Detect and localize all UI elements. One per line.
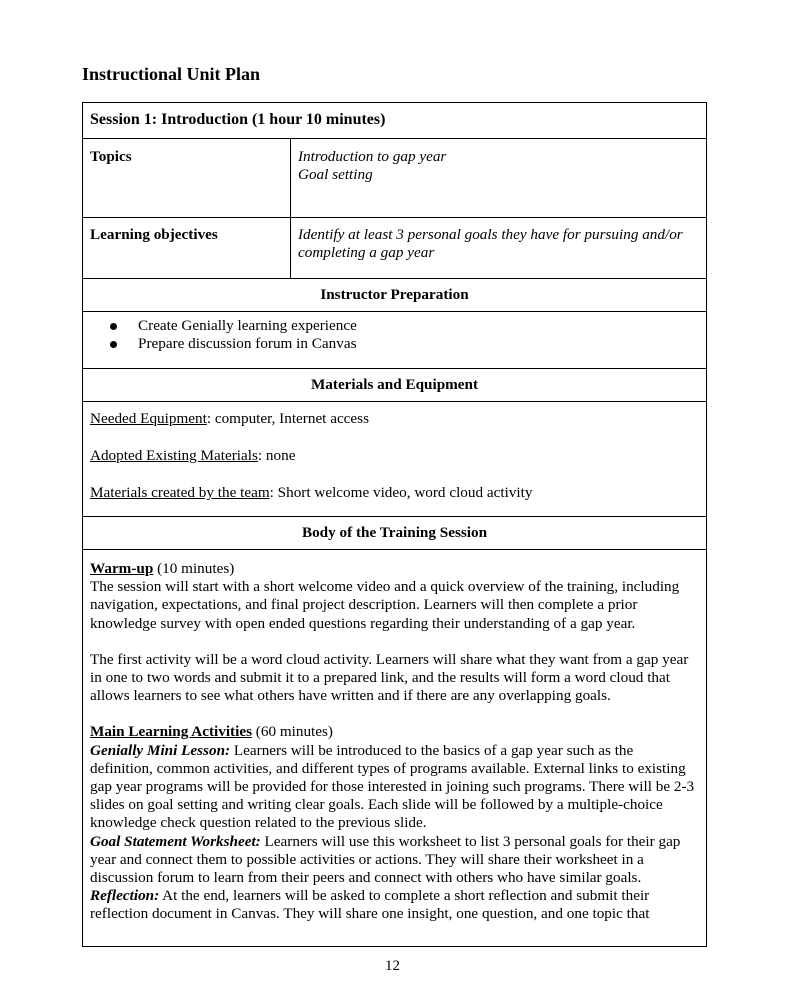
- equipment-value: : computer, Internet access: [206, 410, 369, 427]
- topics-row: [83, 139, 707, 218]
- objectives-row: [83, 218, 707, 279]
- body-row: [83, 550, 707, 947]
- materials-heading: Materials and Equipment: [83, 369, 707, 402]
- topic-item: Goal setting: [298, 166, 373, 184]
- objectives-value: Identify at least 3 personal goals they have for pursuing and/or completing a gap year: [291, 218, 707, 279]
- worksheet-text: Learners will use this worksheet to list 3 personal goals for their gap year and connect them to possible activities or actions. They will share their worksheet in a discussion forum to learn from their peers and connect with others who have similar goals.: [90, 832, 681, 887]
- list-item: Create Genially learning experience: [90, 317, 699, 335]
- list-item: Prepare discussion forum in Canvas: [90, 335, 699, 353]
- warmup-paragraph-1: The session will start with a short welcome video and a quick overview of the training, including navigation, expectations, and final project description. Learners will then complete a prior knowledge survey with open ended questions regarding their understanding of a gap year.: [90, 578, 680, 632]
- warmup-duration: (10 minutes): [153, 560, 235, 577]
- main-activities-heading: [90, 723, 699, 741]
- page-number: 12: [385, 958, 400, 974]
- materials-header-row: [83, 369, 707, 402]
- unit-plan-table: [82, 102, 707, 947]
- session-heading: Session 1: Introduction (1 hour 10 minutes): [83, 103, 707, 139]
- equipment-line: [90, 410, 699, 428]
- equipment-label: Needed Equipment: [90, 410, 207, 427]
- topics-label: Topics: [83, 139, 291, 218]
- warmup-heading: [90, 560, 699, 578]
- topics-value: [291, 139, 707, 218]
- genially-paragraph: [90, 742, 699, 833]
- created-materials-label: Materials created by the team: [90, 484, 270, 502]
- main-activities-label: Main Learning Activities: [90, 723, 252, 741]
- warmup-paragraph-2: The first activity will be a word cloud activity. Learners will share what they want from a gap year in one to two words and submit it to a prepared link, and the results will form a word cloud that allows learners to see what others have written and if there are any overlapping goals.: [90, 650, 689, 705]
- adopted-materials-value: : none: [257, 447, 296, 465]
- document-title: Instructional Unit Plan: [82, 64, 261, 84]
- genially-text: Learners will be introduced to the basics of a gap year such as the definition, common activities, and different types of programs available. External links to existing gap year programs will be provided for those interested in joining such programs. There will be 2-3 slides on goal setting and writing clear goals. Each slide will be followed by a multiple-choice knowledge check question related to the previous slide.: [90, 741, 695, 832]
- reflection-text: At the end, learners will be asked to complete a short reflection and submit their reflection document in Canvas. They will share one insight, one question, and one topic that: [90, 887, 650, 923]
- adopted-materials-label: Adopted Existing Materials: [90, 447, 258, 465]
- objectives-label: Learning objectives: [83, 218, 291, 279]
- warmup-label: Warm-up: [90, 560, 154, 577]
- reflection-paragraph: [90, 887, 699, 923]
- created-materials-line: [90, 484, 699, 502]
- instructor-prep-header-row: [83, 279, 707, 312]
- main-activities-duration: (60 minutes): [252, 723, 333, 741]
- body-header-row: [83, 517, 707, 550]
- instructor-prep-row: [83, 312, 707, 369]
- session-header-row: [83, 103, 707, 139]
- body-heading: Body of the Training Session: [83, 517, 707, 550]
- instructor-prep-heading: Instructor Preparation: [83, 279, 707, 312]
- instructor-prep-list: [90, 317, 699, 353]
- worksheet-label: Goal Statement Worksheet:: [90, 832, 261, 850]
- worksheet-paragraph: [90, 833, 699, 888]
- materials-row: [83, 402, 707, 517]
- topic-item: Introduction to gap year: [298, 148, 447, 165]
- genially-label: Genially Mini Lesson:: [90, 741, 231, 759]
- reflection-label: Reflection:: [90, 887, 160, 905]
- adopted-materials-line: [90, 447, 699, 465]
- created-materials-value: : Short welcome video, word cloud activity: [269, 484, 533, 502]
